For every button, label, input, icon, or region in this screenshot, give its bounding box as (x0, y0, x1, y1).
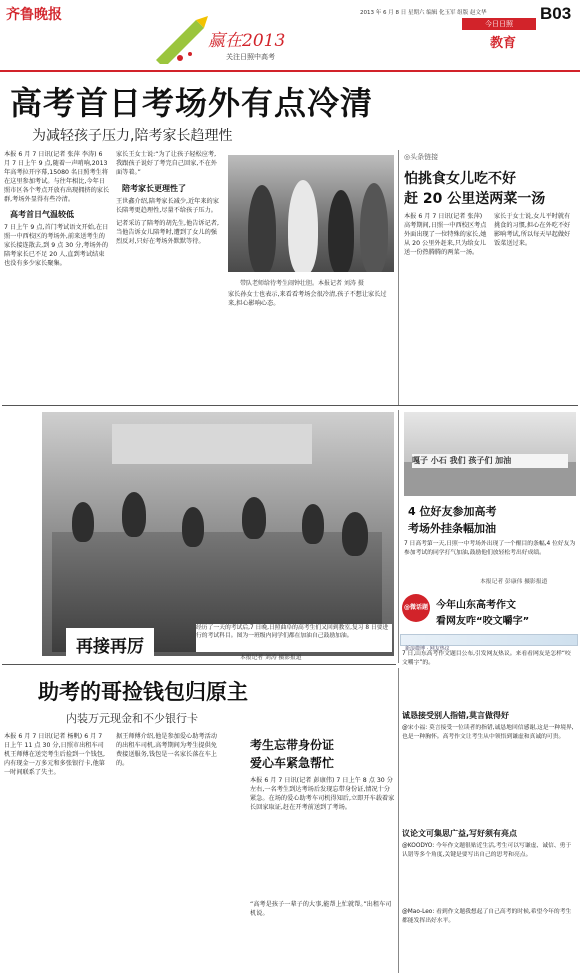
column-item-2-title: 议论文可集思广益,写好须有亮点 (402, 829, 518, 838)
main-photo-credit: 本报记者 刘涛 摄影报道 (240, 655, 302, 661)
sidebar-tag-label: 头条链接 (410, 153, 439, 161)
lead-subhead-1: 高考首日气温较低 (10, 210, 74, 219)
story3-body-2: “高考是孩子一辈子的大事,能帮上忙就帮。”出租车司机说。 (250, 901, 392, 917)
lead-photo (228, 155, 394, 272)
sidebar-headline-2: 赶 20 公里送两菜一汤 (404, 191, 546, 207)
date-line: 2013 年 6 月 8 日 星期六 编辑 化玉军 组版 赵文华 (360, 10, 487, 16)
column-item-1-body: @宋小福: 莫言接受一位读者的指错,诚恳地回信感谢,这是一种境界,也是一种胸怀。高考作文让考生从中领悟到谦虚和真诚的可贵。 (402, 725, 574, 740)
side-photo (404, 412, 576, 496)
column-box (400, 590, 578, 975)
column-badge (402, 594, 430, 622)
banner-subtitle: 关注日照中高考 (226, 53, 275, 61)
lead-subheadline: 为减轻孩子压力,陪考家长趋理性 (32, 128, 233, 144)
story3-headline-1: 考生忘带身份证 (250, 738, 335, 752)
pencil-logo-icon (150, 14, 210, 64)
main-photo-label: 再接再厉 (66, 628, 154, 661)
side-headline-2: 考场外挂条幅加油 (408, 522, 496, 535)
lead-body-4: 王世鑫介绍,陪考家长减少,近年来的家长陪考更趋理性,尽量不给孩子压力。 (116, 198, 219, 214)
masthead (0, 0, 580, 72)
lead-body-5: 记者采访了陪考的胡先生,他告诉记者,当他告诉女儿陪考时,遭到了女儿的强烈反对,只好在考场外默默等待。 (116, 220, 219, 245)
lead-headline: 高考首日考场外有点冷清 (10, 84, 374, 122)
sidebar-body-2: 家长于女士说,女儿平时就有挑食的习惯,担心在外吃不好影响考试,所以每天早起做好饭菜送过来。 (494, 213, 571, 247)
section-tag: 今日日照 (462, 18, 536, 30)
column-badge-label: @微话题 (403, 604, 428, 611)
side-photo-banner: 嘎子 小石 我们 孩子们 加油 (412, 454, 568, 468)
side-credit: 本报记者 彭康伟 摄影报道 (480, 579, 548, 585)
story2-body-1: 本报 6 月 7 日讯(记者 杨帆) 6 月 7 日上午 11 点 30 分,日照市出租车司机王师傅在送完考生后捡到一个钱包,内有现金一万多元和多张银行卡,他第一时间联系了失主。 (4, 733, 105, 776)
sidebar-tag (404, 152, 438, 162)
column-headline-2: 看网友咋“咬文嚼字” (436, 616, 530, 627)
lead-body-1: 本报 6 月 7 日讯(记者 张萍 李涛) 6 月 7 日上午 9 点,随着一声哨响,2013 年高考拉开序幕,15080 名日照考生将在这里参加考试。与往年相比,今年日照市区各个考点开放有出现拥挤的家长群,考场外显得有些冷清。 (4, 151, 110, 203)
weibo-bar (400, 634, 578, 652)
lead-subhead-2: 陪考家长更理性了 (122, 184, 186, 193)
page-code: B03 (540, 4, 572, 23)
lead-body-3: 家长王女士说:“为了让孩子轻松应考,我跟孩子说好了考完自己回家,不在外面等着。” (116, 151, 217, 176)
column-item-2-body: @KOODYO: 今年作文题很贴近生活,考生可以写谦虚、诚信、勇于认错等多个角度,关键是要写出自己的思考和亮点。 (402, 843, 572, 858)
sidebar-headline-1: 怕挑食女儿吃不好 (404, 171, 516, 187)
lead-column-1 (4, 150, 110, 400)
sidebar-body: 本报 6 月 7 日讯(记者 张萍) 高考期间,日照一中西校区考点外面出现了一位特殊的家长,她从 20 公里外赶来,只为给女儿送一份热腾腾的两菜一汤。 (404, 213, 487, 256)
section-name: 教育 (490, 36, 517, 51)
story2-headline: 助考的哥捡钱包归原主 (38, 680, 248, 704)
lead-body-2: 7 日上午 9 点,首门考试语文开始,在日照一中西校区的考场外,前来送考生的家长接连散去,到 9 点 30 分,考场外的陪考家长已不足 20 人,直到考试结束也没有多少家长聚集。 (4, 224, 109, 267)
lead-body-6: 家长孙女士也表示,来看看考场会很冷清,孩子不想让家长过来,担心影响心态。 (228, 291, 387, 307)
lead-photo-caption: 带队老师给待考生闹钟壮胆。本报记者 刘涛 摄 (240, 280, 364, 287)
side-body: 7 日高考第一天,日照一中考场外出现了一个醒目的条幅,4 位好友为参加考试的同学打气加油,鼓励他们放轻松考出好成绩。 (404, 541, 576, 556)
bullet-icon: ◎ (404, 153, 411, 161)
main-photo-caption: 经历了一天的考试后,7 日晚,日照曲阜的高考生们又回到教室,复习 8 日要进行的考试科目。图为一班级内同学们都在加油自己鼓励加油。 (196, 624, 392, 652)
column-headline-1: 今年山东高考作文 (436, 600, 516, 611)
story2-subheadline: 内装万元现金和不少银行卡 (66, 712, 198, 725)
column-item-3-body: @Mao-Leo: 看到作文题我想起了自己高考的时候,希望今年的考生都能发挥出好水平。 (402, 909, 572, 924)
column-item-1-title: 诚恳接受别人指错,莫言做得好 (402, 711, 510, 720)
banner-title: 赢在2013 (208, 31, 286, 51)
paper-name: 齐鲁晚报 (6, 7, 62, 23)
story3-body: 本报 6 月 7 日讯(记者 彭康伟) 7 日上午 8 点 30 分左右,一名考生到达考场后发现忘带身份证,情况十分紧急。在场的爱心助考车司机得知后,立即开车载着家长回家取证,赶在开考前送到了考场。 (250, 777, 395, 811)
column-intro: 7 日,山东高考作文题目公布,引发网友热议。来看看网友是怎样“咬文嚼字”的。 (402, 651, 571, 666)
main-photo (42, 412, 394, 656)
lead-column-2 (116, 150, 222, 400)
story3-headline-2: 爱心车紧急帮忙 (250, 756, 335, 770)
story2-body-2: 据王师傅介绍,他是参加爱心助考活动的出租车司机,高考期间为考生提供免费接送服务,钱包是一名家长落在车上的。 (116, 733, 217, 767)
weibo-bar-text: 新浪微博 · 网友热议 (405, 646, 450, 652)
side-headline-1: 4 位好友参加高考 (408, 505, 497, 518)
